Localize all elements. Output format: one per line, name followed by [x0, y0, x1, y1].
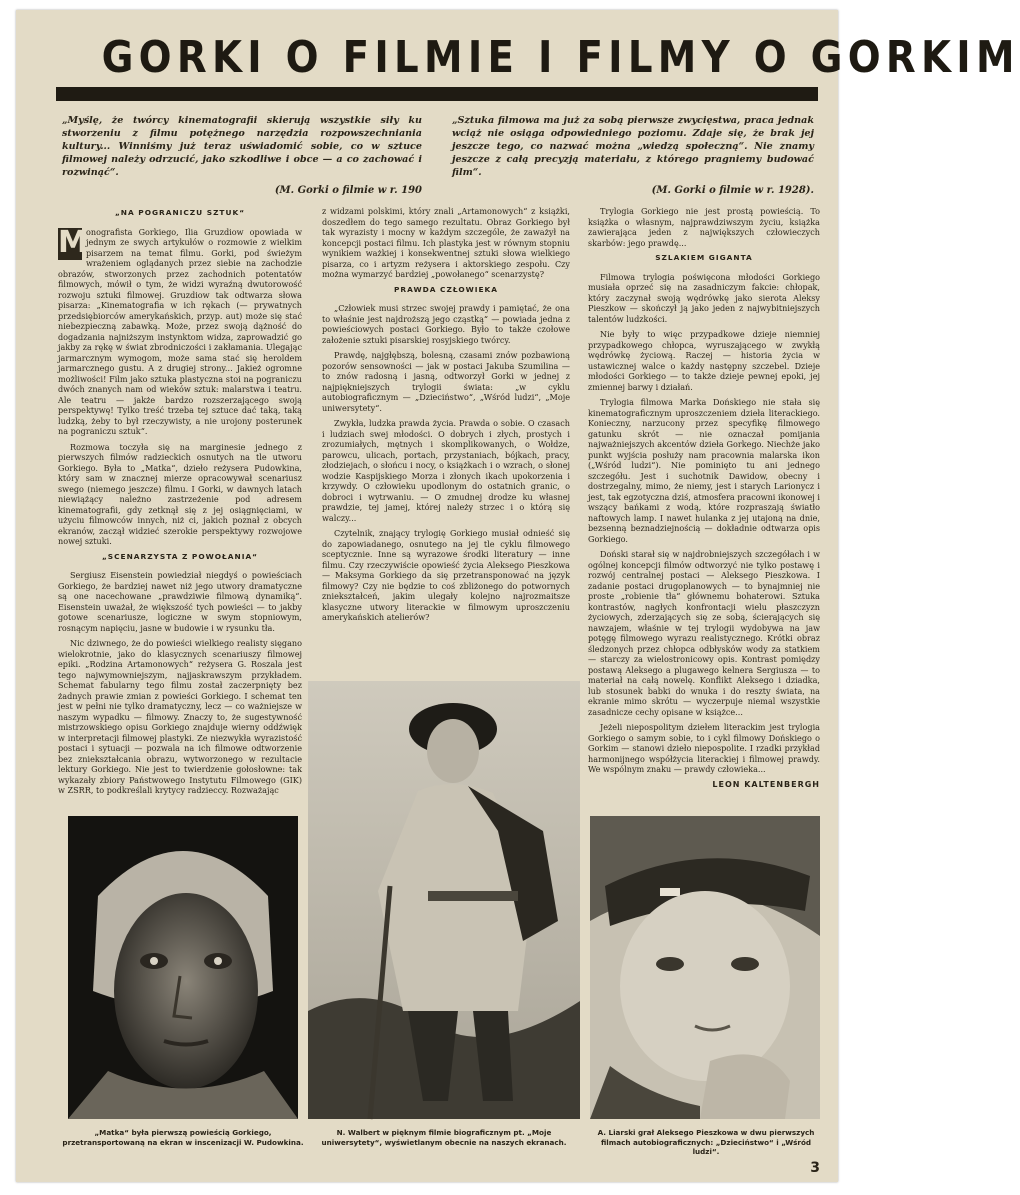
photo-moje-uniwersytety [308, 681, 580, 1119]
col2-paragraph-5: Czytelnik, znający trylogię Gorkiego musiał odnieść się do zapowiadanego, osnutego na jej tle cyklu filmowego sceptycznie. Inne są wyrazowe środki literatury — inne filmu. Czy rzeczywiście opowieść życia Aleksego Pieszkowa — Maksyma Gorkiego da się przetransponować na język filmowy? Czy nie będzie to coś zbliżonego do potwornych zniekształceń, jakim ulegały kolejno najrozmaitsze klasyczne utwory literackie w filmowym uproszczeniu amerykańskich atelierów? [322, 528, 570, 622]
col3-paragraph-5: Doński starał się w najdrobniejszych szczegółach i w ogólnej koncepcji filmów odtworzyć nie tylko postawę i rozwój centralnej postaci — Aleksego Pieszkowa. I zadanie postaci drugoplanowych — to bynajmniej nie proste „robienie tła“ głównemu bohaterowi. Sztuka kontrastów, nagłych konfrontacji wielu płaszczyzn życiowych, zderzających się ze sobą, ścierających się nawzajem, właśnie w tej trylogii wydobywa na jaw potęgę filmowego wyrazu realistycznego. Krótki obraz śledzonych przez chłopca odbłysków wody za statkiem — starczy za wielostronicowy opis. Kontrast pomiędzy postawą Aleksego a plugawego kelnera Sergiusza — to materiał na całą nowelę. Konflikt Aleksego i dziadka, lub stosunek babki do wnuka i do reszty świata, na ekranie mimo skrótu — wyczerpuje niemal wszystkie zasadnicze cechy opisane w książce... [588, 549, 820, 717]
caption-right: A. Liarski grał Aleksego Pieszkowa w dwu pierwszych filmach autobiograficznych: „Dzieciństwo“ i „Wśród ludzi“. [597, 1128, 815, 1156]
col1-paragraph-1: onografista Gorkiego, Ilia Gruzdiow opowiada w jednym ze swych artykułów o rozmowie z wielkim pisarzem na temat filmu. Gorki, pod świeżym wrażeniem oglądanych przez siebie na zachodzie obrazów, stworzonych przez zachodnich potentatów filmowych, mówił o tym, że widzi wyraźną dwutorowość rozwoju sztuki filmowej. Gruzdiow tak odtwarza słowa pisarza: „Kinematografia w ich rękach (— prywatnych przedsiębiorców amerykańskich, przyp. aut) może się stać niebezpieczną zabawką. Może, przez swoją dążność do dogadzania najniższym instynktom widza, zaprowadzić go jakby za rękę w świat zbrodniczości i zakłamania. Ulegając jarmarcznym wymogom, może sama stać się heroldem jarmarcznego gustu. A z drugiej strony... Jakież ogromne możliwości! Film jako sztuka plastyczna stoi na pograniczu dwóch znanych nam od wieków sztuk: malarstwa i teatru. Ale teatru — jakże bardzo rozszerzającego swoją perspektywę! Tylko treść trzeba tej sztuce dać taką, taką ludzką, żeby to był rzeczywisty, a nie urojony posterunek na pograniczu sztuk“. [58, 226, 302, 436]
col1-paragraph-3: Sergiusz Eisenstein powiedział niegdyś o powieściach Gorkiego, że bardziej nawet niż jego utwory dramatyczne są one nacechowane „prawdziwie filmową dynamiką“. Eisenstein uważał, że większość tych powieści — to jakby gotowe scenariusze, logiczne w swym stopniowym, rosnącym napięciu, jasne w budowie i w rysunku tła. [58, 570, 302, 633]
article-title: GORKI O FILMIE I FILMY O GORKIM [101, 32, 1020, 83]
quote-left [62, 114, 422, 197]
col3-paragraph-4: Trylogia filmowa Marka Dońskiego nie stała się kinematograficznym uproszczeniem dzieła literackiego. Konieczny, narzucony przez specyfikę filmowego gatunku skrót — nie oznaczał pomijania najważniejszych akcentów dzieła Gorkego. Niechże jako punkt wyjścia posłuży nam pracownia malarska ikon („Wśród ludzi“). Nie pominięto tu ani jednego szczegółu. Jest i suchotnik Dawidow, obecny i dostrzegalny, mimo, że niemy, jest i starych Larionycz i jest, tak egzotyczna dziś, atmosfera pracowni ikonowej i wszący bańkami z wodą, które rozpraszają światło naftowych lamp. I nawet hulanka z jej utajoną na dnie, bezsenną beznadziejnością — dokładnie odtwarza opis Gorkiego. [588, 397, 820, 544]
col1-paragraph-2: Rozmowa toczyła się na marginesie jednego z pierwszych filmów radzieckich osnutych na tle utworu Gorkiego. Była to „Matka“, dzieło reżysera Pudowkina, który sam w znacznej mierze opracowywał scenariusz swego (niemego jeszcze) filmu. I Gorki, w dawnych latach niewiążący należno zastrzeżenie pod adresem kinematografii, gdy zetknął się z jej osiągnięciami, w użyciu filmowców innych, niż ci, jakich poznał z obcych ekranów, zaczął widzieć szerokie perspektywy rozwojowe nowej sztuki. [58, 441, 302, 546]
quote-right-source: (M. Gorki o filmie w r. 1928). [651, 185, 814, 196]
column-left [58, 206, 302, 818]
photo-matka [68, 816, 298, 1119]
section-heading-scenarzysta: „SCENARZYSTA Z POWOŁANIA“ [101, 551, 259, 561]
col3-paragraph-1: Trylogia Gorkiego nie jest prostą powieścią. To książka o własnym, najprawdziwszym życiu, książka zawierająca jeden z największych człowieczych skarbów: jego prawdę... [588, 206, 820, 248]
quote-left-text: „Myślę, że twórcy kinematografii skierują wszystkie siły ku stworzeniu z filmu potężnego narzędzia rozpowszechniania kultury... Winniśmy już teraz uświadomić sobie, co w sztuce filmowej należy odrzucić, jako szkodliwe i obce — a co zachować i rozwinąć“. [62, 115, 422, 178]
col3-paragraph-3: Nie były to więc przypadkowe dzieje niemniej przypadkowego chłopca, wyruszającego w zwykłą wędrówkę życiową. Raczej — historia życia w ustawicznej walce o każdy następny szczebel. Dzieje młodości Gorkiego — to także dzieje pewnej epoki, jej zmiennej barwy i działań. [588, 329, 820, 392]
quote-right-text: „Sztuka filmowa ma już za sobą pierwsze zwycięstwa, praca jednak wciąż nie osiąga odpowiedniego poziomu. Zdaje się, że brak jej jeszcze tego, co nazwać można „wiedzą społeczną“. Nie znamy jeszcze z całą precyzją materiału, z którego pragniemy budować film“. [452, 115, 814, 178]
col3-paragraph-2: Filmowa trylogia poświęcona młodości Gorkiego musiała oprzeć się na zasadniczym fakcie: chłopak, który zaczynał swoją wędrówkę jako sierota Aleksy Pieszkow — skończył ją jako jeden z najwybitniejszych talentów ludzkości. [588, 271, 820, 324]
col2-paragraph-3: Prawdę, najgłębszą, bolesną, czasami znów pozbawioną pozorów sensowności — jak w postaci Jakuba Szumilina — to znów radosną i jasną, odtworzył Gorki w jednej z najpiękniejszych trylogii świata: „w cyklu autobiograficznym — „Dzieciństwo“, „Wśród ludzi“, „Moje uniwersytety“. [322, 350, 570, 413]
caption-left: „Matka“ była pierwszą powieścią Gorkiego, przetransportowaną na ekran w inscenizacji W. Pudowkina. [62, 1128, 304, 1147]
column-middle [322, 206, 570, 680]
drop-cap: M [58, 224, 88, 260]
quote-right [452, 114, 814, 197]
col3-paragraph-6: Jeżeli niepospolitym dziełem literackim jest trylogia Gorkiego o samym sobie, to i cykl filmowy Dońskiego o Gorkim — stanowi dzieło niepospolite. I rzadki przykład harmonijnego współżycia literackiej i filmowej prawdy. We wspólnym znaku — prawdy człowieka... [588, 722, 820, 774]
magazine-page [16, 10, 1020, 1182]
caption-middle: N. Walbert w pięknym filmie biograficznym pt. „Moje uniwersytety“, wyświetlanym obecnie na naszych ekranach. [321, 1128, 567, 1147]
column-right [588, 206, 820, 814]
photo-dziecinstwo [590, 816, 820, 1119]
col1-paragraph-4: Nic dziwnego, że do powieści wielkiego realisty sięgano wielokrotnie, jako do klasycznych scenariuszy filmowej epiki. „Rodzina Artamonowych“ reżysera G. Roszala jest tego najwymowniejszym, najjaskrawszym przykładem. Schemat fabularny tego filmu został zaczerpnięty bez żadnych prawie zmian z powieści Gorkiego. I schemat ten jest w pełni nie tylko dramatyczny, lecz — co ważniejsze w naszym wypadku — filmowy. Znaczy to, że sugestywność mistrzowskiego opisu Gorkiego znajduje wierny oddźwięk w interpretacji filmowej plastyki. Ze niezwykła wyrazistość postaci i sytuacji — pozwala na ich filmowe odtworzenie bez zniekształcania obrazu, wytworzonego w rezultacie lektury Gorkiego. Nie jest to twierdzenie gołosłowne: tak wykazały zbiory Państwowego Instytutu Filmowego (GIK) w ZSRR, to podkreślali krytycy radzieccy. Rozważając [58, 638, 302, 795]
col2-paragraph-1: z widzami polskimi, który znali „Artamonowych“ z książki, doszedłem do tego samego rezultatu. Obraz Gorkiego był tak wyrazisty i mocny w każdym szczególe, że zaważył na koncepcji postaci filmu. Ich plastyka jest w równym stopniu wynikiem ważkiej i konsekwentnej sztuki słowa wielkiego pisarza, co i artyzm reżysera i aktorskiego zespołu. Czy można wymarzyć bardziej „powołanego“ scenarzystę? [322, 206, 570, 279]
col2-paragraph-2: „Człowiek musi strzec swojej prawdy i pamiętać, że ona to właśnie jest najdroższą jego cząstką“ — powiada jedna z powieściowych postaci Gorkiego. Było to także czołowe założenie sztuki pisarskiej rosyjskiego twórcy. [322, 303, 570, 345]
quote-left-source: (M. Gorki o filmie w r. 190 [274, 185, 422, 196]
article-author: LEON KALTENBERGH [712, 779, 820, 789]
section-heading-pogranicze: „NA POGRANICZU SZTUK“ [114, 208, 246, 217]
page-number: 3 [810, 1160, 820, 1176]
title-underline-bar [56, 87, 818, 101]
col2-paragraph-4: Zwykła, ludzka prawda życia. Prawda o sobie. O czasach i ludziach swej młodości. O dobrych i złych, prostych i zrozumiałych, mętnych i skomplikowanych, o Wołdze, parowcu, ulicach, portach, przystaniach, bójkach, pracy, złodziejach, o słońcu i nocy, o książkach i o wzrach, o słonej wodzie Kaspijskiego Morza i złonych ikach upokorzenia i krzywdy. O człowieku upodlonym do ostatnich granic, o dobroci i wytrwaniu. — O zmudnej drodze ku własnej prawdzie, tej jamej, której należy strzec i o którą się walczy... [322, 418, 570, 523]
section-heading-szlakiem: SZLAKIEM GIGANTA [655, 253, 753, 262]
section-heading-prawda: PRAWDA CZŁOWIEKA [393, 284, 499, 294]
